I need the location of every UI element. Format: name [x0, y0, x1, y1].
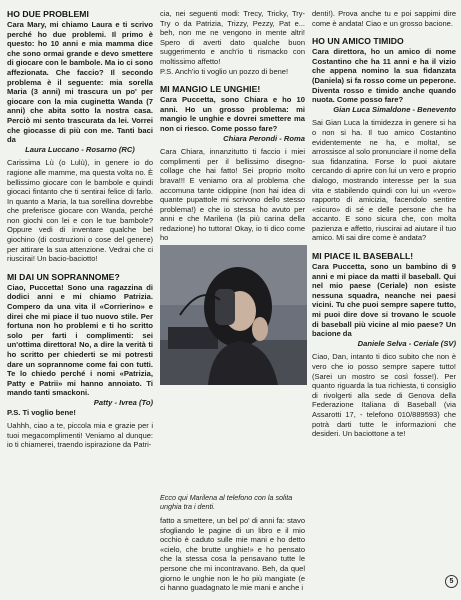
reply-patty: Uahhh, ciao a te, piccola mia e grazie per i tuoi megacomplimenti! Veniamo al dunque: io ti chiamerei, traendo ispirazione da Patri-: [7, 421, 153, 450]
letter-chiara: Cara Puccetta, sono Chiara e ho 10 anni. Ho un grosso problema: mi mangio le unghie e dovrei smettere ma non ci riesco. Come posso fare?: [160, 95, 305, 133]
letter-gian-luca: Cara direttora, ho un amico di nome Costantino che ha 11 anni e ha il vizio che appena nomino la sua fidanzata (Daniela) si fa rosso come un peperone. Diventa rosso e timido anche quando nuota. Come posso fare?: [312, 47, 456, 105]
signature-chiara: Chiara Perondi - Roma: [223, 133, 305, 143]
article-title-soprannome: MI DAI UN SOPRANNOME?: [7, 271, 120, 282]
article-title-amico-timido: HO UN AMICO TIMIDO: [312, 36, 404, 47]
reply-patty-continued: cia, nei seguenti modi: Trecy, Tricky, Try-Try o da Patrizia, Trizzy, Pezzy, Pat e... beh, non me ne vengono in mente altri! Spero di averti dato qualche buon suggerimento e anch'io ti rismacko con moltissimo affetto!: [160, 9, 305, 66]
signature-patty: Patty - Ivrea (To): [93, 397, 153, 407]
reply-daniele: Ciao, Dan, intanto ti dico subito che non è vero che io posso sempre sapere tutto! (Sarei un mostro se così fosse!). Per quanto riguarda la tua richiesta, ti consiglio di rivolgerti alla sede di Genova della Federazione Italiana di Baseball (via Assarotti 17, - telefono 010/889593) che potrà darti tutte le informazioni che desideri. Un baciottone a te!: [312, 352, 456, 439]
signature-laura: Laura Luccano - Rosarno (RC): [25, 144, 135, 154]
photo-caption: Ecco qui Marilena al telefono con la solita unghia tra i denti.: [160, 494, 310, 512]
column-middle: [160, 9, 305, 385]
reply-chiara: Cara Chiara, innanzitutto ti faccio i miei complimenti per il bellissimo disegno-collage che hai fatto! Sei proprio molto brava!!! E veniamo ora al problema che accomuna tante cidippine (non hai idea di quante pupattole mi scrivono dello stesso problema!) e che io stessa ho avuto per anni e che Marilena (la più carina della redazione) ho tuttora! Okay, io ti dico come ho: [160, 147, 305, 243]
column-left: [7, 9, 153, 450]
photo-marilena-telephone: [160, 245, 307, 385]
column-right: [312, 9, 456, 439]
ps-reply-patty: P.S. Anch'io ti voglio un pozzo di bene!: [160, 66, 289, 76]
signature-gian-luca: Gian Luca Simaldone - Benevento: [333, 104, 456, 114]
page-number: 5: [445, 575, 458, 588]
reply-chiara-end: denti!). Prova anche tu e poi sappimi dire come è andata! Ciao e un grosso bacione.: [312, 9, 456, 28]
article-title-unghie: MI MANGIO LE UNGHIE!: [160, 84, 261, 95]
column-middle-bottom: [160, 516, 305, 593]
reply-chiara-continued: fatto a smettere, un bel po' di anni fa: stavo sfogliando le pagine di un libro e il mio occhio è caduto sulle mie mani e ho detto «cielo, che brutte unghie!» e ho pensato che la stessa cosa la pensavano tutte le persone che mi incontravano. Beh, da quel giorno le unghie non le ho più mangiate (e ci hanno guadagnato le mie mani e anche i: [160, 516, 305, 593]
letter-daniele: Cara Puccetta, sono un bambino di 9 anni e mi piace da matti il baseball. Qui nel mio paese (Ceriale) non esiste nessuna squadra, neanche nei paesi vicini. Tu che puoi sempre sapere tutto, mi puoi dire dove si trovano le scuole di baseball più vicine al mio paese? Un bacione da: [312, 262, 456, 339]
signature-daniele: Daniele Selva - Ceriale (SV): [357, 338, 456, 348]
reply-laura: Carissima Lù (o Lulù), in genere io do ragione alle mamme, ma questa volta no. È bellissimo giocare con le bambole e quindi giocaci fintanto che ti sentirai felice di farlo. In quanto a Maria, la tua sorellina dovrebbe che preferisce giocare con Wanda, perché non giochi con lei e con le tue bambole? Oppure vedi di inventare qualche bel giochino (di costruzioni o cose del genere) per attirare la sua attenzione. Vedrai che ci riuscirai! Un bacio-baciotto!: [7, 158, 153, 264]
letter-patty: Ciao, Puccetta! Sono una ragazzina di dodici anni e mi chiamo Patrizia. Compero da una vita il «Corrierino» e direi che mi piace il tuo nuovo stile. Per fortuna non ho problemi e ti ho scritto solo per farti i complimenti: sei un'ottima direttora! No, a dire la verità ti ho scritto per chiederti se mi potresti dare un soprannome come fai con tutti. Te lo chiedo perché i nomi «Patrizia, Patty e Patrii» mi hanno annoiato. Ti mando tanti smackoni.: [7, 282, 153, 398]
letter-laura: Cara Mary, mi chiamo Laura e ti scrivo perché ho due problemi. Il primo è questo: ho 10 anni e mia mamma dice che sono ormai grande e devo smettere di giocare con le bambole. Ma io ci sono affezionata. Che faccio? Il secondo problema è il seguente: mia sorella Maria (3 anni) mi trascura un po' per giocare con la mia cuginetta Wanda (7 anni) che abita sotto la nostra casa. Perciò mi sento trascurata da lei. Vorrei che giocasse di più con me. Tanti baci da: [7, 20, 153, 145]
article-title-baseball: MI PIACE IL BASEBALL!: [312, 251, 414, 262]
article-title-due-problemi: HO DUE PROBLEMI: [7, 9, 89, 19]
ps-patty: P.S. Ti voglio bene!: [7, 407, 76, 417]
reply-gian-luca: Sai Gian Luca la timidezza in genere si ha o non si ha. Il tuo amico Costantino evidentemente ne ha, e molta!, se arrossisce al solo pronunciare il nome della sua fidanzatina. Forse lo puoi aiutare cercando di aprire con lui un vero e proprio dialogo, mostrando interesse per la sua vita e stabilendo quindi con lui un «vero» rapporto di amicizia, facendolo sentire «sicuro» di sé e delle persone che ha accanto. E sono sicura che, con molta pazienza e affetto, riuscirai ad aiutare il tuo amico. Mi sai dire come è andata?: [312, 118, 456, 243]
